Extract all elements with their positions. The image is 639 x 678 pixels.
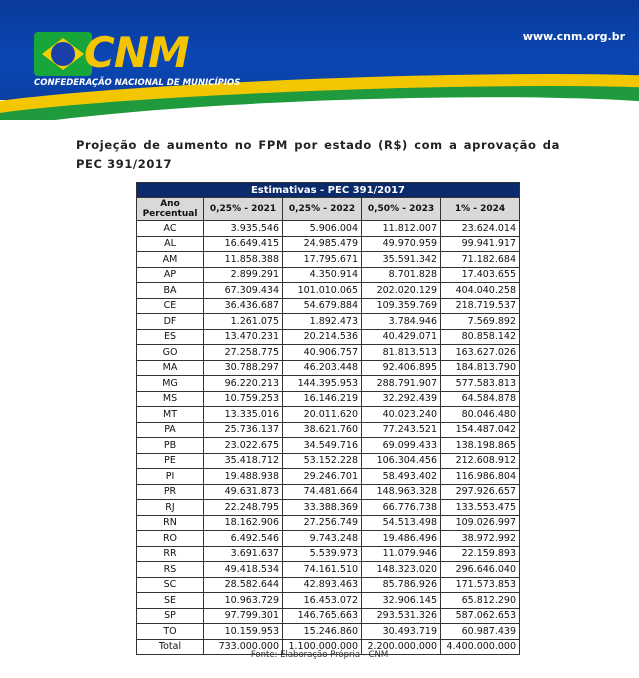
value-cell: 6.492.546 bbox=[204, 531, 283, 547]
state-cell: AP bbox=[137, 267, 204, 283]
value-cell: 67.309.434 bbox=[204, 283, 283, 299]
cnm-logo[interactable] bbox=[34, 24, 241, 94]
value-cell: 10.159.953 bbox=[204, 624, 283, 640]
value-cell: 16.146.219 bbox=[283, 391, 362, 407]
value-cell: 19.488.938 bbox=[204, 469, 283, 485]
value-cell: 2.200.000.000 bbox=[362, 639, 441, 655]
value-cell: 35.591.342 bbox=[362, 252, 441, 268]
table-row bbox=[137, 531, 520, 547]
logo-text: CNM bbox=[84, 28, 189, 77]
value-cell: 38.972.992 bbox=[441, 531, 520, 547]
table-row bbox=[137, 252, 520, 268]
value-cell: 80.046.480 bbox=[441, 407, 520, 423]
value-cell: 2.899.291 bbox=[204, 267, 283, 283]
document-title: Projeção de aumento no FPM por estado (R$) com a aprovação da PEC 391/2017 bbox=[76, 138, 560, 171]
value-cell: 20.214.536 bbox=[283, 329, 362, 345]
value-cell: 74.481.664 bbox=[283, 484, 362, 500]
value-cell: 23.022.675 bbox=[204, 438, 283, 454]
state-cell: TO bbox=[137, 624, 204, 640]
value-cell: 218.719.537 bbox=[441, 298, 520, 314]
value-cell: 32.292.439 bbox=[362, 391, 441, 407]
value-cell: 404.040.258 bbox=[441, 283, 520, 299]
value-cell: 60.987.439 bbox=[441, 624, 520, 640]
state-cell: CE bbox=[137, 298, 204, 314]
table-row bbox=[137, 624, 520, 640]
state-cell: PB bbox=[137, 438, 204, 454]
table-row bbox=[137, 577, 520, 593]
page-header bbox=[0, 0, 639, 120]
value-cell: 138.198.865 bbox=[441, 438, 520, 454]
value-cell: 577.583.813 bbox=[441, 376, 520, 392]
table-row bbox=[137, 484, 520, 500]
fpm-projection-table bbox=[136, 182, 520, 655]
state-cell: RO bbox=[137, 531, 204, 547]
value-cell: 144.395.953 bbox=[283, 376, 362, 392]
table-row bbox=[137, 221, 520, 237]
value-cell: 85.786.926 bbox=[362, 577, 441, 593]
value-cell: 69.099.433 bbox=[362, 438, 441, 454]
column-header-ano-percentual: Ano Percentual bbox=[137, 198, 204, 221]
column-header-1: 0,25% - 2021 bbox=[204, 198, 283, 221]
value-cell: 22.248.795 bbox=[204, 500, 283, 516]
value-cell: 34.549.716 bbox=[283, 438, 362, 454]
table-row bbox=[137, 407, 520, 423]
value-cell: 36.436.687 bbox=[204, 298, 283, 314]
value-cell: 25.736.137 bbox=[204, 422, 283, 438]
value-cell: 109.359.769 bbox=[362, 298, 441, 314]
value-cell: 29.246.701 bbox=[283, 469, 362, 485]
value-cell: 49.631.873 bbox=[204, 484, 283, 500]
value-cell: 49.970.959 bbox=[362, 236, 441, 252]
state-cell: Total bbox=[137, 639, 204, 655]
table-row bbox=[137, 593, 520, 609]
value-cell: 96.220.213 bbox=[204, 376, 283, 392]
value-cell: 40.906.757 bbox=[283, 345, 362, 361]
value-cell: 46.203.448 bbox=[283, 360, 362, 376]
value-cell: 13.335.016 bbox=[204, 407, 283, 423]
state-cell: BA bbox=[137, 283, 204, 299]
state-cell: SE bbox=[137, 593, 204, 609]
value-cell: 40.429.071 bbox=[362, 329, 441, 345]
table-row bbox=[137, 236, 520, 252]
value-cell: 3.784.946 bbox=[362, 314, 441, 330]
table-row bbox=[137, 283, 520, 299]
state-cell: PA bbox=[137, 422, 204, 438]
value-cell: 42.893.463 bbox=[283, 577, 362, 593]
table-row bbox=[137, 329, 520, 345]
value-cell: 23.624.014 bbox=[441, 221, 520, 237]
column-header-4: 1% - 2024 bbox=[441, 198, 520, 221]
value-cell: 38.621.760 bbox=[283, 422, 362, 438]
state-cell: GO bbox=[137, 345, 204, 361]
value-cell: 40.023.240 bbox=[362, 407, 441, 423]
value-cell: 54.513.498 bbox=[362, 515, 441, 531]
value-cell: 11.858.388 bbox=[204, 252, 283, 268]
value-cell: 13.470.231 bbox=[204, 329, 283, 345]
value-cell: 1.261.075 bbox=[204, 314, 283, 330]
table-row bbox=[137, 546, 520, 562]
table-row bbox=[137, 515, 520, 531]
table-row bbox=[137, 360, 520, 376]
value-cell: 109.026.997 bbox=[441, 515, 520, 531]
value-cell: 66.776.738 bbox=[362, 500, 441, 516]
value-cell: 22.159.893 bbox=[441, 546, 520, 562]
value-cell: 18.162.906 bbox=[204, 515, 283, 531]
value-cell: 11.812.007 bbox=[362, 221, 441, 237]
table-row bbox=[137, 314, 520, 330]
value-cell: 5.906.004 bbox=[283, 221, 362, 237]
value-cell: 154.487.042 bbox=[441, 422, 520, 438]
value-cell: 1.892.473 bbox=[283, 314, 362, 330]
column-header-3: 0,50% - 2023 bbox=[362, 198, 441, 221]
value-cell: 49.418.534 bbox=[204, 562, 283, 578]
state-cell: SC bbox=[137, 577, 204, 593]
state-cell: RS bbox=[137, 562, 204, 578]
value-cell: 19.486.496 bbox=[362, 531, 441, 547]
table-row bbox=[137, 438, 520, 454]
table-body bbox=[137, 221, 520, 655]
value-cell: 133.553.475 bbox=[441, 500, 520, 516]
value-cell: 9.743.248 bbox=[283, 531, 362, 547]
value-cell: 212.608.912 bbox=[441, 453, 520, 469]
source-footnote: Fonte: Elaboração Própria - CNM bbox=[250, 650, 389, 660]
value-cell: 71.182.684 bbox=[441, 252, 520, 268]
table-row bbox=[137, 500, 520, 516]
state-cell: MA bbox=[137, 360, 204, 376]
state-cell: PI bbox=[137, 469, 204, 485]
table-row bbox=[137, 376, 520, 392]
state-cell: RR bbox=[137, 546, 204, 562]
value-cell: 33.388.369 bbox=[283, 500, 362, 516]
table-row bbox=[137, 608, 520, 624]
state-cell: PR bbox=[137, 484, 204, 500]
value-cell: 148.323.020 bbox=[362, 562, 441, 578]
value-cell: 28.582.644 bbox=[204, 577, 283, 593]
state-cell: AM bbox=[137, 252, 204, 268]
value-cell: 5.539.973 bbox=[283, 546, 362, 562]
value-cell: 32.906.145 bbox=[362, 593, 441, 609]
value-cell: 17.403.655 bbox=[441, 267, 520, 283]
column-header-2: 0,25% - 2022 bbox=[283, 198, 362, 221]
value-cell: 288.791.907 bbox=[362, 376, 441, 392]
value-cell: 35.418.712 bbox=[204, 453, 283, 469]
value-cell: 53.152.228 bbox=[283, 453, 362, 469]
value-cell: 27.258.775 bbox=[204, 345, 283, 361]
value-cell: 296.646.040 bbox=[441, 562, 520, 578]
value-cell: 30.788.297 bbox=[204, 360, 283, 376]
value-cell: 92.406.895 bbox=[362, 360, 441, 376]
state-cell: AC bbox=[137, 221, 204, 237]
state-cell: ES bbox=[137, 329, 204, 345]
value-cell: 11.079.946 bbox=[362, 546, 441, 562]
value-cell: 733.000.000 bbox=[204, 639, 283, 655]
value-cell: 8.701.828 bbox=[362, 267, 441, 283]
value-cell: 15.246.860 bbox=[283, 624, 362, 640]
value-cell: 24.985.479 bbox=[283, 236, 362, 252]
value-cell: 16.453.072 bbox=[283, 593, 362, 609]
value-cell: 65.812.290 bbox=[441, 593, 520, 609]
table-caption: Estimativas - PEC 391/2017 bbox=[137, 183, 520, 198]
table-row bbox=[137, 562, 520, 578]
table-row bbox=[137, 469, 520, 485]
value-cell: 17.795.671 bbox=[283, 252, 362, 268]
value-cell: 10.963.729 bbox=[204, 593, 283, 609]
value-cell: 77.243.521 bbox=[362, 422, 441, 438]
value-cell: 587.062.653 bbox=[441, 608, 520, 624]
state-cell: DF bbox=[137, 314, 204, 330]
value-cell: 297.926.657 bbox=[441, 484, 520, 500]
value-cell: 74.161.510 bbox=[283, 562, 362, 578]
value-cell: 146.765.663 bbox=[283, 608, 362, 624]
value-cell: 54.679.884 bbox=[283, 298, 362, 314]
value-cell: 116.986.804 bbox=[441, 469, 520, 485]
value-cell: 101.010.065 bbox=[283, 283, 362, 299]
state-cell: PE bbox=[137, 453, 204, 469]
state-cell: SP bbox=[137, 608, 204, 624]
value-cell: 163.627.026 bbox=[441, 345, 520, 361]
state-cell: AL bbox=[137, 236, 204, 252]
value-cell: 10.759.253 bbox=[204, 391, 283, 407]
logo-subtitle: CONFEDERAÇÃO NACIONAL DE MUNICÍPIOS bbox=[34, 78, 241, 88]
state-cell: MS bbox=[137, 391, 204, 407]
table-row bbox=[137, 391, 520, 407]
value-cell: 1.100.000.000 bbox=[283, 639, 362, 655]
value-cell: 293.531.326 bbox=[362, 608, 441, 624]
table-row bbox=[137, 422, 520, 438]
state-cell: MG bbox=[137, 376, 204, 392]
flag-globe-icon bbox=[51, 42, 75, 66]
table-row bbox=[137, 345, 520, 361]
value-cell: 148.963.328 bbox=[362, 484, 441, 500]
table-row bbox=[137, 298, 520, 314]
value-cell: 81.813.513 bbox=[362, 345, 441, 361]
value-cell: 4.400.000.000 bbox=[441, 639, 520, 655]
value-cell: 3.935.546 bbox=[204, 221, 283, 237]
column-header-row bbox=[137, 198, 520, 221]
value-cell: 184.813.790 bbox=[441, 360, 520, 376]
value-cell: 16.649.415 bbox=[204, 236, 283, 252]
value-cell: 202.020.129 bbox=[362, 283, 441, 299]
value-cell: 106.304.456 bbox=[362, 453, 441, 469]
value-cell: 80.858.142 bbox=[441, 329, 520, 345]
table-row bbox=[137, 453, 520, 469]
value-cell: 97.799.301 bbox=[204, 608, 283, 624]
value-cell: 64.584.878 bbox=[441, 391, 520, 407]
state-cell: MT bbox=[137, 407, 204, 423]
value-cell: 4.350.914 bbox=[283, 267, 362, 283]
value-cell: 3.691.637 bbox=[204, 546, 283, 562]
site-url-link[interactable]: www.cnm.org.br bbox=[522, 30, 625, 43]
value-cell: 58.493.402 bbox=[362, 469, 441, 485]
value-cell: 171.573.853 bbox=[441, 577, 520, 593]
value-cell: 27.256.749 bbox=[283, 515, 362, 531]
table-row bbox=[137, 267, 520, 283]
value-cell: 20.011.620 bbox=[283, 407, 362, 423]
value-cell: 7.569.892 bbox=[441, 314, 520, 330]
state-cell: RJ bbox=[137, 500, 204, 516]
value-cell: 30.493.719 bbox=[362, 624, 441, 640]
value-cell: 99.941.917 bbox=[441, 236, 520, 252]
state-cell: RN bbox=[137, 515, 204, 531]
